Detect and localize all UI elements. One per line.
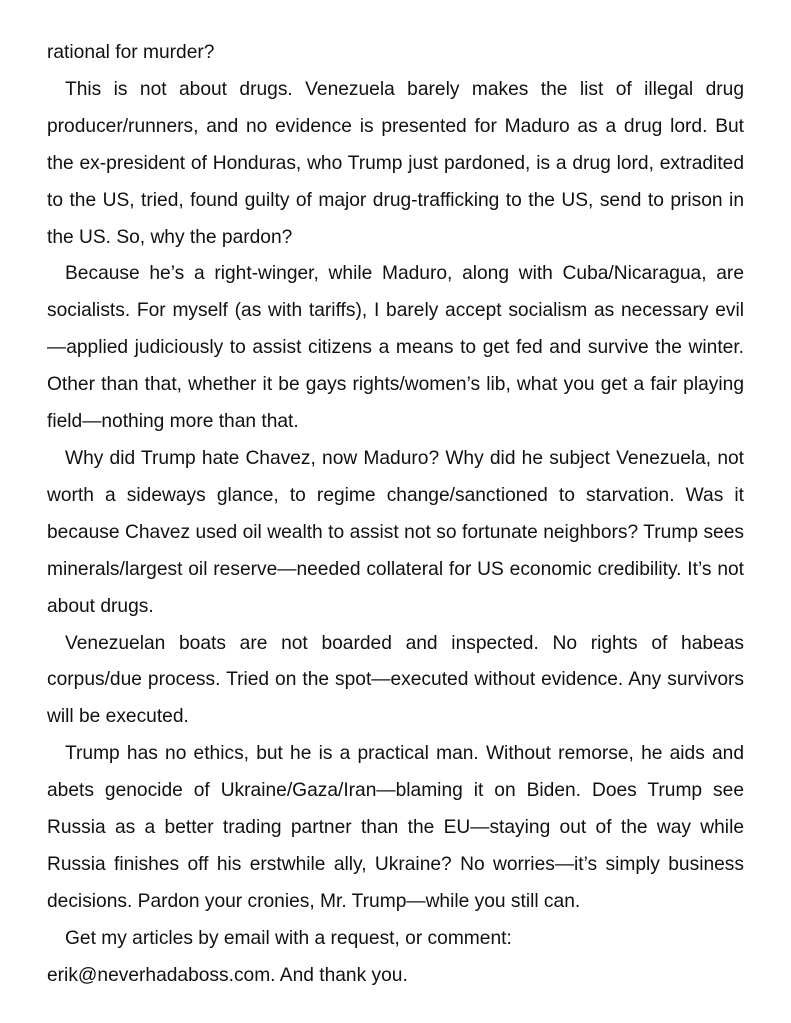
- article-paragraph-ethics: Trump has no ethics, but he is a practical man. Without remorse, he aids and abets genocide of Ukraine/Gaza/Iran—blaming it on Biden. Does Trump see Russia as a better trading partner than the EU—staying out of the way while Russia finishes off his erstwhile ally, Ukraine? No worries—it’s simply business decisions. Pardon your cronies, Mr. Trump—while you still can.: [47, 743, 744, 912]
- article-paragraph-boats: Venezuelan boats are not boarded and inspected. No rights of habeas corpus/due process. Tried on the spot—executed without evidence. Any survivors will be executed.: [47, 632, 744, 728]
- article-paragraph-chavez: Why did Trump hate Chavez, now Maduro? Why did he subject Venezuela, not worth a sideways glance, to regime change/sanctioned to starvation. Was it because Chavez used oil wealth to assist not so fortunate neighbors? Trump sees minerals/largest oil reserve—needed collateral for US economic credibility. It’s not about drugs.: [47, 447, 744, 617]
- article-paragraph-socialism: Because he’s a right-winger, while Maduro, along with Cuba/Nicaragua, are socialists. For myself (as with tariffs), I barely accept socialism as necessary evil—applied judiciously to assist citizens a means to get fed and survive the winter. Other than that, whether it be gays rights/women’s lib, what you get a fair playing field—nothing more than that.: [47, 263, 744, 433]
- article-paragraph-drugs: This is not about drugs. Venezuela barely makes the list of illegal drug producer/runners, and no evidence is presented for Maduro as a drug lord. But the ex-president of Honduras, who Trump just pardoned, is a drug lord, extradited to the US, tried, found guilty of major drug-trafficking to the US, send to prison in the US. So, why the pardon?: [47, 78, 744, 248]
- article-paragraph-contact: Get my articles by email with a request, or comment: erik@neverhadaboss.com. And thank you.: [47, 927, 512, 986]
- article-paragraph-continued: rational for murder?: [47, 42, 215, 63]
